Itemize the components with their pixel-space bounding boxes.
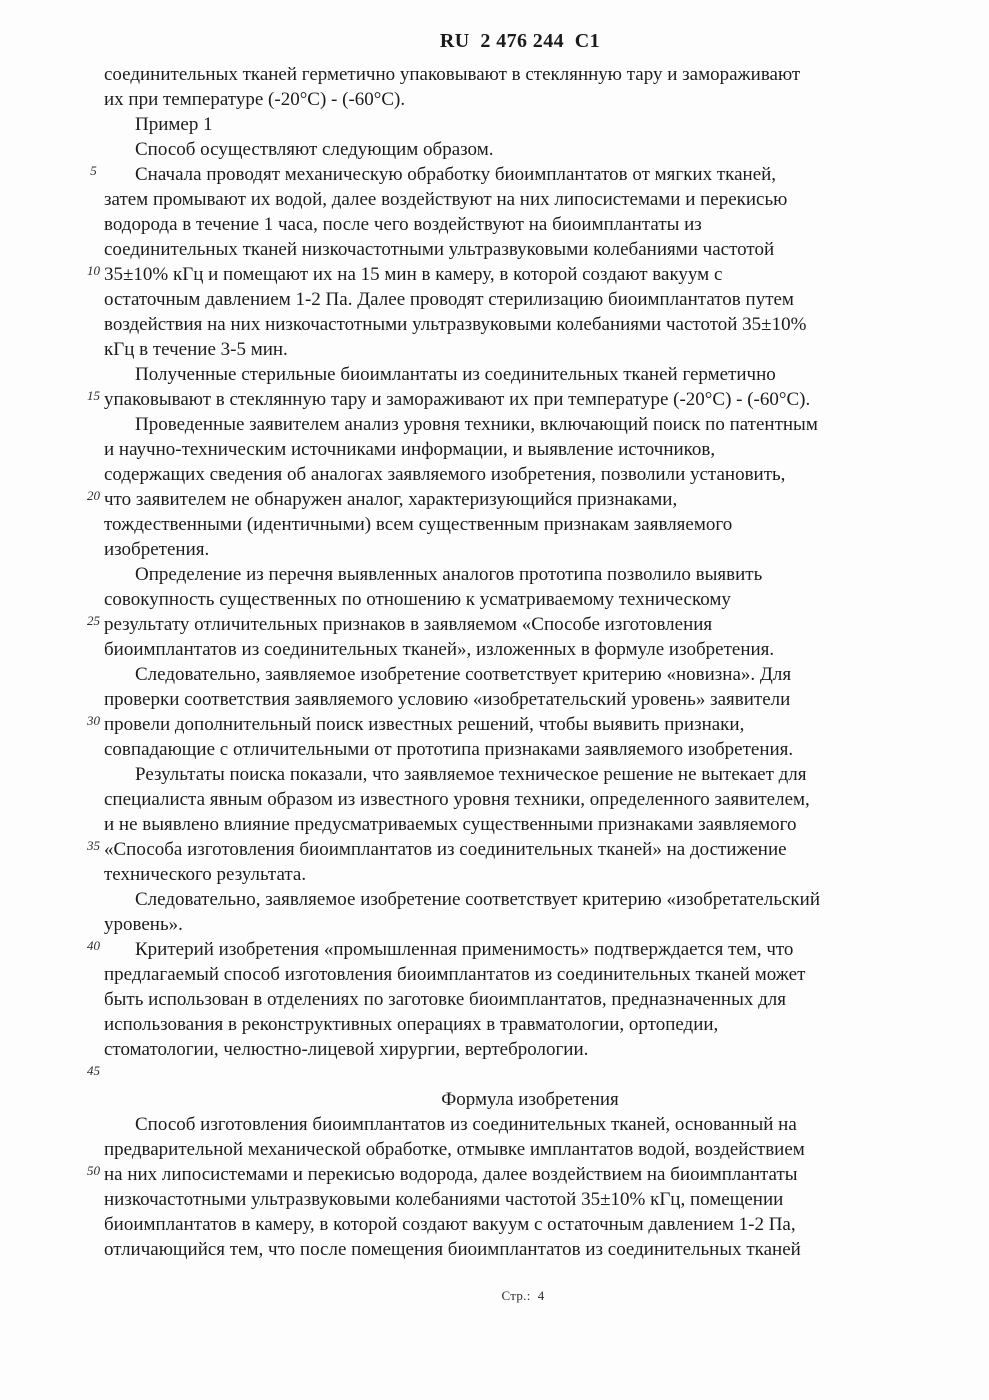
text-line bbox=[104, 1112, 904, 1137]
line-text: использования в реконструктивных операциях в травматологии, ортопедии, bbox=[104, 1014, 719, 1035]
text-line bbox=[104, 537, 904, 562]
text-line bbox=[104, 62, 904, 87]
line-text: Следовательно, заявляемое изобретение соответствует критерию «изобретательский bbox=[135, 889, 821, 910]
margin-line-number: 15 bbox=[87, 388, 100, 403]
text-line bbox=[104, 437, 904, 462]
margin-line-number: 50 bbox=[87, 1163, 100, 1178]
text-line bbox=[104, 1212, 904, 1237]
line-text: Критерий изобретения «промышленная применимость» подтверждается тем, что bbox=[135, 939, 794, 960]
text-line bbox=[104, 787, 904, 812]
text-line bbox=[104, 587, 904, 612]
text-line bbox=[87, 712, 904, 737]
line-text: уровень». bbox=[104, 914, 183, 935]
text-line bbox=[104, 812, 904, 837]
line-text: технического результата. bbox=[104, 864, 307, 885]
line-text: тождественными (идентичными) всем существенным признакам заявляемого bbox=[104, 514, 733, 535]
line-text: биоимплантатов из соединительных тканей», изложенных в формуле изобретения. bbox=[104, 639, 775, 660]
margin-line-number: 35 bbox=[87, 838, 100, 853]
page-number-footer: Стр.: 4 bbox=[501, 1288, 545, 1303]
text-line bbox=[104, 187, 904, 212]
line-text: «Способа изготовления биоимплантатов из соединительных тканей» на достижение bbox=[104, 839, 787, 860]
text-line bbox=[104, 312, 904, 337]
patent-number-header: RU 2 476 244 C1 bbox=[439, 30, 601, 52]
text-line bbox=[104, 112, 904, 137]
text-line bbox=[104, 137, 904, 162]
margin-line-number: 25 bbox=[87, 613, 100, 628]
line-text: Определение из перечня выявленных аналогов прототипа позволило выявить bbox=[135, 564, 763, 585]
text-line bbox=[104, 1012, 904, 1037]
margin-line-number: 40 bbox=[87, 938, 100, 953]
text-line bbox=[87, 387, 904, 412]
text-line bbox=[104, 562, 904, 587]
section-heading bbox=[130, 1087, 930, 1112]
line-text: биоимплантатов в камеру, в которой создают вакуум с остаточным давлением 1-2 Па, bbox=[104, 1214, 796, 1235]
line-text: и не выявлено влияние предусматриваемых существенными признаками заявляемого bbox=[104, 814, 797, 835]
line-text: провели дополнительный поиск известных решений, чтобы выявить признаки, bbox=[104, 714, 745, 735]
text-line bbox=[90, 162, 904, 187]
text-line bbox=[87, 487, 904, 512]
text-line bbox=[104, 87, 904, 112]
line-text: Пример 1 bbox=[135, 114, 213, 135]
text-line bbox=[104, 1137, 904, 1162]
line-text: Следовательно, заявляемое изобретение соответствует критерию «новизна». Для bbox=[135, 664, 792, 685]
text-line bbox=[87, 262, 904, 287]
line-text: низкочастотными ультразвуковыми колебаниями частотой 35±10% кГц, помещении bbox=[104, 1189, 784, 1210]
text-line bbox=[104, 362, 904, 387]
line-text: что заявителем не обнаружен аналог, характеризующийся признаками, bbox=[104, 489, 678, 510]
line-text: Результаты поиска показали, что заявляемое техническое решение не вытекает для bbox=[135, 764, 807, 785]
text-line bbox=[104, 962, 904, 987]
margin-line-number: 10 bbox=[87, 263, 100, 278]
line-text: быть использован в отделениях по заготовке биоимплантатов, предназначенных для bbox=[104, 989, 787, 1010]
line-text: соединительных тканей низкочастотными ультразвуковыми колебаниями частотой bbox=[104, 239, 775, 260]
line-text: Проведенные заявителем анализ уровня техники, включающий поиск по патентным bbox=[135, 414, 818, 435]
line-text: воздействия на них низкочастотными ультразвуковыми колебаниями частотой 35±10% bbox=[104, 314, 807, 335]
text-line bbox=[104, 1037, 904, 1062]
text-line bbox=[104, 987, 904, 1012]
line-text: их при температуре (-20°С) - (-60°С). bbox=[104, 89, 406, 110]
text-line bbox=[104, 887, 904, 912]
text-line bbox=[104, 687, 904, 712]
text-line bbox=[104, 1187, 904, 1212]
text-line bbox=[104, 1237, 904, 1262]
text-line bbox=[104, 462, 904, 487]
line-text: изобретения. bbox=[104, 539, 210, 560]
line-text: и научно-техническим источниками информации, и выявление источников, bbox=[104, 439, 716, 460]
text-line bbox=[104, 412, 904, 437]
text-line bbox=[104, 762, 904, 787]
document-body bbox=[87, 62, 904, 1262]
text-line bbox=[87, 837, 904, 862]
line-text: Способ осуществляют следующим образом. bbox=[135, 139, 494, 160]
line-text: 35±10% кГц и помещают их на 15 мин в камеру, в которой создают вакуум с bbox=[104, 264, 723, 285]
line-text: проверки соответствия заявляемого условию «изобретательский уровень» заявители bbox=[104, 689, 791, 710]
line-text: Полученные стерильные биоимлантаты из соединительных тканей герметично bbox=[135, 364, 776, 385]
line-text: затем промывают их водой, далее воздействуют на них липосистемами и перекисью bbox=[104, 189, 788, 210]
text-line bbox=[87, 1162, 904, 1187]
line-text: Формула изобретения bbox=[441, 1089, 619, 1110]
text-line bbox=[104, 237, 904, 262]
line-text: содержащих сведения об аналогах заявляемого изобретения, позволили установить, bbox=[104, 464, 786, 485]
line-text: Способ изготовления биоимплантатов из соединительных тканей, основанный на bbox=[135, 1114, 797, 1135]
text-line bbox=[104, 212, 904, 237]
line-text: предлагаемый способ изготовления биоимплантатов из соединительных тканей может bbox=[104, 964, 806, 985]
margin-line-number: 30 bbox=[87, 713, 100, 728]
line-text: остаточным давлением 1-2 Па. Далее проводят стерилизацию биоимплантатов путем bbox=[104, 289, 794, 310]
line-text: специалиста явным образом из известного уровня техники, определенного заявителем, bbox=[104, 789, 810, 810]
text-line bbox=[104, 337, 904, 362]
margin-line-number: 20 bbox=[87, 488, 100, 503]
line-text: совпадающие с отличительными от прототипа признаками заявляемого изобретения. bbox=[104, 739, 794, 760]
line-text: стоматологии, челюстно-лицевой хирургии, вертебрологии. bbox=[104, 1039, 589, 1060]
text-line bbox=[87, 612, 904, 637]
margin-line-number: 45 bbox=[87, 1063, 100, 1078]
text-line bbox=[104, 862, 904, 887]
line-text: водорода в течение 1 часа, после чего воздействуют на биоимплантаты из bbox=[104, 214, 702, 235]
line-text: предварительной механической обработке, отмывке имплантатов водой, воздействием bbox=[104, 1139, 805, 1160]
line-text: упаковывают в стеклянную тару и замораживают их при температуре (-20°С) - (-60°С). bbox=[104, 389, 811, 410]
line-text: кГц в течение 3-5 мин. bbox=[104, 339, 288, 360]
line-text: соединительных тканей герметично упаковывают в стеклянную тару и замораживают bbox=[104, 64, 801, 85]
line-text: на них липосистемами и перекисью водорода, далее воздействием на биоимплантаты bbox=[104, 1164, 798, 1185]
line-text: совокупность существенных по отношению к усматриваемому техническому bbox=[104, 589, 731, 610]
margin-line-number: 5 bbox=[90, 163, 97, 178]
line-text: отличающийся тем, что после помещения биоимплантатов из соединительных тканей bbox=[104, 1239, 801, 1260]
line-text: результату отличительных признаков в заявляемом «Способе изготовления bbox=[104, 614, 713, 635]
text-line bbox=[87, 1062, 904, 1087]
text-line bbox=[87, 937, 904, 962]
text-line bbox=[104, 662, 904, 687]
text-line bbox=[104, 737, 904, 762]
text-line bbox=[104, 912, 904, 937]
text-line bbox=[104, 637, 904, 662]
text-line bbox=[104, 287, 904, 312]
text-line bbox=[104, 512, 904, 537]
line-text: Сначала проводят механическую обработку биоимплантатов от мягких тканей, bbox=[135, 164, 777, 185]
